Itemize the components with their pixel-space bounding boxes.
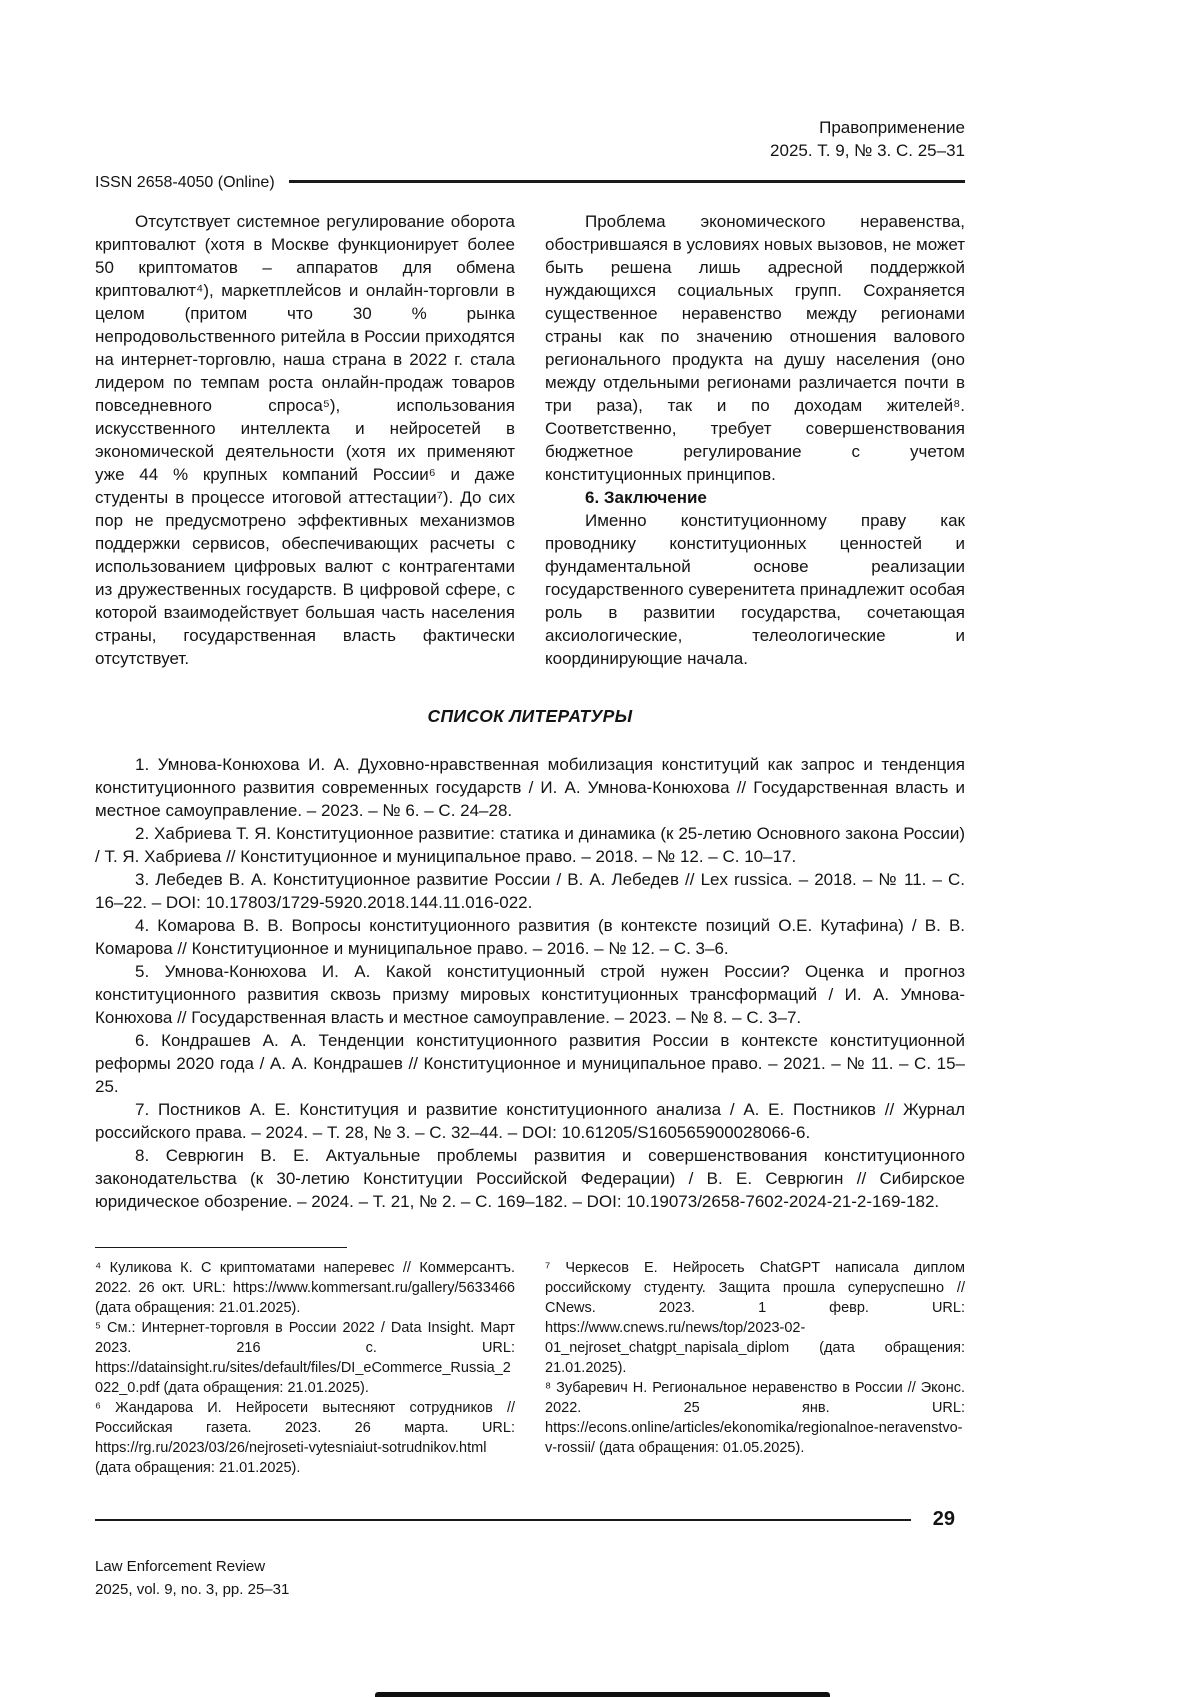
paragraph-conclusion: Именно конституционному праву как проводнику конституционных ценностей и фундаментальной основе реализации государственного суверенитета принадлежит особая роль в развитии государства, сочетающая аксиологические, телеологические и координирующие начала. <box>545 511 965 668</box>
footer-journal <box>95 1555 965 1601</box>
reference-item-7: 7. Постников А. Е. Конституция и развитие конституционного анализа / А. Е. Постников // Журнал российского права. – 2024. – Т. 28, № 3. – С. 32–44. – DOI: 10.61205/S160565900028066-6. <box>95 1100 965 1142</box>
journal-title: Правоприменение <box>819 118 965 137</box>
footnote-item-8: ⁸ Зубаревич Н. Региональное неравенство в России // Эконс. 2022. 25 янв. URL: https://econs.online/articles/ekonomika/regionalnoe-neravenstvo-v-rossii/ (дата обращения: 01.05.2025). <box>545 1380 965 1456</box>
footnote-item-5: ⁵ См.: Интернет-торговля в России 2022 / Data Insight. Март 2023. 216 с. URL: https://datainsight.ru/sites/default/files/DI_eCommerce_Russia_2022_0.pdf (дата обращения: 21.01.2025). <box>95 1320 515 1396</box>
footnotes-left-column <box>95 1258 515 1478</box>
footer-row <box>95 1508 965 1531</box>
journal-header <box>95 116 965 162</box>
header-rule <box>289 180 965 183</box>
footer-journal-issue: 2025, vol. 9, no. 3, pp. 25–31 <box>95 1581 290 1598</box>
footnote-item-4: ⁴ Куликова К. С криптоматами наперевес // Коммерсантъ. 2022. 26 окт. URL: https://www.kommersant.ru/gallery/5633466 (дата обращения: 21.01.2025). <box>95 1260 515 1316</box>
footnotes <box>95 1258 965 1478</box>
issn-label: ISSN 2658-4050 (Online) <box>95 174 275 191</box>
reference-item-1: 1. Умнова-Конюхова И. А. Духовно-нравственная мобилизация конституций как запрос и тенденция конституционного развития современных государств / И. А. Умнова-Конюхова // Государственная власть и местное самоуправление. – 2023. – № 6. – С. 24–28. <box>95 755 965 820</box>
footnote-item-6: ⁶ Жандарова И. Нейросети вытесняют сотрудников // Российская газета. 2023. 26 марта. URL: https://rg.ru/2023/03/26/nejroseti-vytesniaiut-sotrudnikov.html (дата обращения: 21.01.2025). <box>95 1400 515 1476</box>
paragraph-crypto-regulation: Отсутствует системное регулирование оборота криптовалют (хотя в Москве функционирует более 50 криптоматов – аппаратов для обмена криптовалют⁴), маркетплейсов и онлайн-торговли в целом (притом что 30 % рынка непродовольственного ритейла в России приходятся на интернет-торговлю, наша страна в 2022 г. стала лидером по темпам роста онлайн-продаж товаров повседневного спроса⁵), использования искусственного интеллекта и нейросетей в экономической деятельности (хотя их применяют уже 44 % крупных компаний России⁶ и даже студенты в процессе итоговой аттестации⁷). До сих пор не предусмотрено эффективных механизмов поддержки сервисов, обеспечивающих расчеты с использованием цифровых валют с контрагентами из дружественных государств. В цифровой сфере, с которой взаимодействует большая часть населения страны, государственная власть фактически отсутствует. <box>95 212 515 668</box>
footer-journal-title: Law Enforcement Review <box>95 1558 266 1575</box>
journal-issue-info: 2025. Т. 9, № 3. С. 25–31 <box>770 141 965 160</box>
footnote-item-7: ⁷ Черкесов Е. Нейросеть ChatGPT написала диплом российскому студенту. Защита прошла суперуспешно // CNews. 2023. 1 февр. URL: https://www.cnews.ru/news/top/2023-02-01_nejroset_chatgpt_napisala_diplom (дата обращения: 21.01.2025). <box>545 1260 965 1376</box>
reference-item-2: 2. Хабриева Т. Я. Конституционное развитие: статика и динамика (к 25-летию Основного закона России) / Т. Я. Хабриева // Конституционное и муниципальное право. – 2018. – № 12. – С. 10–17. <box>95 824 965 866</box>
column-right <box>545 210 965 670</box>
conclusion-heading: 6. Заключение <box>585 488 707 507</box>
references-list <box>95 753 965 1213</box>
page-number: 29 <box>932 1508 955 1530</box>
page-content <box>95 0 965 1601</box>
reference-item-8: 8. Севрюгин В. Е. Актуальные проблемы развития и совершенствования конституционного законодательства (к 30-летию Конституции Российской Федерации) / В. Е. Севрюгин // Сибирское юридическое обозрение. – 2024. – Т. 21, № 2. – С. 169–182. – DOI: 10.19073/2658-7602-2024-21-2-169-182. <box>95 1146 965 1211</box>
body-columns <box>95 210 965 670</box>
reference-item-6: 6. Кондрашев А. А. Тенденции конституционного развития России в контексте конституционной реформы 2020 года / А. А. Кондрашев // Конституционное и муниципальное право. – 2021. – № 11. – С. 15–25. <box>95 1031 965 1096</box>
footnote-separator <box>95 1247 347 1248</box>
reference-item-3: 3. Лебедев В. А. Конституционное развитие России / В. А. Лебедев // Lex russica. – 2018. – № 11. – С. 16–22. – DOI: 10.17803/1729-5920.2018.144.11.016-022. <box>95 870 965 912</box>
scan-artifact <box>375 1692 830 1697</box>
reference-item-5: 5. Умнова-Конюхова И. А. Какой конституционный строй нужен России? Оценка и прогноз конституционного развития сквозь призму мировых конституционных трансформаций / И. А. Умнова-Конюхова // Государственная власть и местное самоуправление. – 2023. – № 8. – С. 3–7. <box>95 962 965 1027</box>
paragraph-inequality: Проблема экономического неравенства, обострившаяся в условиях новых вызовов, не может быть решена лишь адресной поддержкой нуждающихся социальных групп. Сохраняется существенное неравенство между регионами страны как по значению отношения валового регионального продукта на душу населения (оно между отдельными регионами различается почти в три раза), так и по доходам жителей⁸. Соответственно, требует совершенствования бюджетное регулирование с учетом конституционных принципов. <box>545 212 965 484</box>
references-heading: СПИСОК ЛИТЕРАТУРЫ <box>427 706 633 726</box>
issn-row <box>95 174 965 192</box>
footnotes-right-column <box>545 1258 965 1478</box>
reference-item-4: 4. Комарова В. В. Вопросы конституционного развития (в контексте позиций О.Е. Кутафина) / В. В. Комарова // Конституционное и муниципальное право. – 2016. – № 12. – С. 3–6. <box>95 916 965 958</box>
footer-rule <box>95 1519 911 1521</box>
column-left <box>95 210 515 670</box>
